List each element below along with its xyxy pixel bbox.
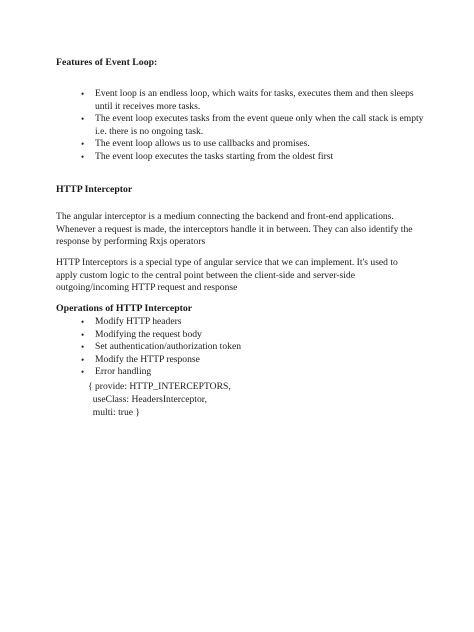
bullet-icon: •	[81, 317, 85, 327]
bullet-icon: •	[81, 114, 85, 125]
list-item	[81, 353, 425, 367]
list-item-text: Event loop is an endless loop, which waits for tasks, executes them and then sleeps until it receives more tasks.	[95, 88, 414, 112]
list-item	[81, 328, 425, 342]
code-line-1: { provide: HTTP_INTERCEPTORS,	[88, 381, 231, 392]
list-item-text: Error handling	[95, 366, 152, 378]
bullet-icon: •	[81, 89, 85, 99]
operations-list	[81, 316, 425, 379]
operations-heading: Operations of HTTP Interceptor	[56, 303, 193, 314]
bullet-icon: •	[81, 151, 85, 162]
bullet-icon: •	[81, 354, 85, 365]
code-line-3: multi: true }	[88, 407, 141, 418]
bullet-icon: •	[81, 329, 85, 340]
list-item-text: The event loop executes tasks from the event queue only when the call stack is empty i.e. there is no ongoing task.	[95, 113, 424, 137]
list-item	[81, 150, 425, 164]
bullet-icon: •	[81, 139, 85, 150]
http-interceptor-heading: HTTP Interceptor	[56, 184, 133, 195]
list-item	[81, 316, 425, 329]
interceptor-paragraph-1: The angular interceptor is a medium connecting the backend and front-end applications. Whenever a request is made, the interceptors handle it in between. They can also identify the response by performing Rxjs operators	[56, 211, 413, 248]
list-item-text: Modify HTTP headers	[95, 316, 182, 327]
list-item	[81, 88, 425, 113]
event-loop-heading: Features of Event Loop:	[56, 57, 158, 68]
interceptor-paragraph-2: HTTP Interceptors is a special type of angular service that we can implement. It's used to apply custom logic to the central point between the client-side and server-side outgoing/incoming HTTP request and response	[56, 257, 398, 294]
bullet-icon: •	[81, 342, 85, 353]
list-item	[81, 138, 425, 151]
list-item-text: Modifying the request body	[95, 328, 202, 340]
list-item-text: Modify the HTTP response	[95, 353, 200, 365]
event-loop-list	[81, 88, 425, 164]
bullet-icon: •	[81, 367, 85, 378]
list-item	[81, 341, 425, 354]
list-item	[81, 113, 425, 138]
list-item-text: The event loop allows us to use callbacks and promises.	[95, 138, 310, 150]
list-item-text: The event loop executes the tasks starting from the oldest first	[95, 150, 334, 162]
code-line-2: useClass: HeadersInterceptor,	[88, 394, 207, 405]
list-item	[81, 366, 425, 379]
list-item-text: Set authentication/authorization token	[95, 341, 241, 353]
